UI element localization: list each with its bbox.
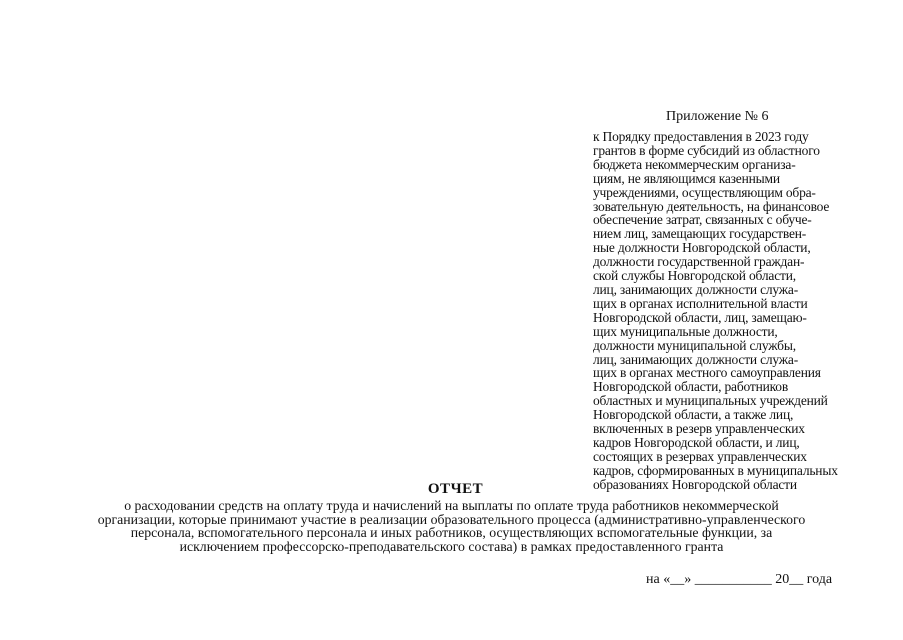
report-date-line: на «__» ___________ 20__ года bbox=[646, 572, 833, 587]
appendix-line: Новгородской области, а также лиц, bbox=[593, 407, 794, 423]
appendix-line: бюджета некоммерческим организа- bbox=[593, 156, 796, 172]
appendix-line: нием лиц, замещающих государствен- bbox=[593, 226, 807, 242]
appendix-line: образованиях Новгородской области bbox=[593, 476, 797, 492]
appendix-line: включенных в резерв управленческих bbox=[593, 421, 805, 437]
appendix-title: Приложение № 6 bbox=[666, 109, 769, 124]
appendix-line: кадров Новгородской области, и лиц, bbox=[593, 434, 800, 450]
appendix-line: Новгородской области, лиц, замещаю- bbox=[593, 309, 807, 325]
appendix-line: состоящих в резервах управленческих bbox=[593, 448, 807, 464]
appendix-line: ные должности Новгородской области, bbox=[593, 240, 811, 256]
appendix-line: обеспечение затрат, связанных с обуче- bbox=[593, 212, 812, 228]
report-subtitle bbox=[40, 499, 863, 553]
appendix-line: должности государственной граждан- bbox=[593, 254, 805, 270]
report-subtitle-line: организации, которые принимают участие в реализации образовательного процесса (административно-управленческого bbox=[97, 511, 806, 527]
appendix-line: областных и муниципальных учреждений bbox=[593, 393, 828, 409]
appendix-line: лиц, занимающих должности служа- bbox=[593, 351, 799, 367]
appendix-line: к Порядку предоставления в 2023 году bbox=[593, 129, 809, 144]
appendix-line: ской службы Новгородской области, bbox=[593, 268, 796, 284]
appendix-line: Новгородской области, работников bbox=[593, 379, 789, 395]
appendix-line: учреждениями, осуществляющим обра- bbox=[593, 184, 816, 200]
appendix-line: лиц, занимающих должности служа- bbox=[593, 281, 799, 297]
report-subtitle-line: о расходовании средств на оплату труда и начислений на выплаты по оплате труда работников некоммерческой bbox=[124, 498, 779, 513]
appendix-line: зовательную деятельность, на финансовое bbox=[593, 198, 830, 214]
appendix-line: щих муниципальные должности, bbox=[593, 323, 778, 339]
report-title: ОТЧЕТ bbox=[427, 481, 484, 497]
appendix-line: щих в органах исполнительной власти bbox=[593, 295, 808, 311]
appendix-line: щих в органах местного самоуправления bbox=[593, 365, 821, 381]
appendix-line: должности муниципальной службы, bbox=[593, 337, 796, 353]
appendix-line: циям, не являющимся казенными bbox=[593, 170, 780, 186]
report-subtitle-line: персонала, вспомогательного персонала и иных работников, осуществляющих вспомогательные функции, за bbox=[130, 525, 773, 541]
report-subtitle-line: исключением профессорско-преподавательского состава) в рамках предоставленного гранта bbox=[179, 538, 724, 554]
appendix-line: кадров, сформированных в муниципальных bbox=[593, 462, 838, 478]
appendix-line: грантов в форме субсидий из областного bbox=[593, 142, 820, 158]
appendix-description bbox=[593, 130, 853, 492]
